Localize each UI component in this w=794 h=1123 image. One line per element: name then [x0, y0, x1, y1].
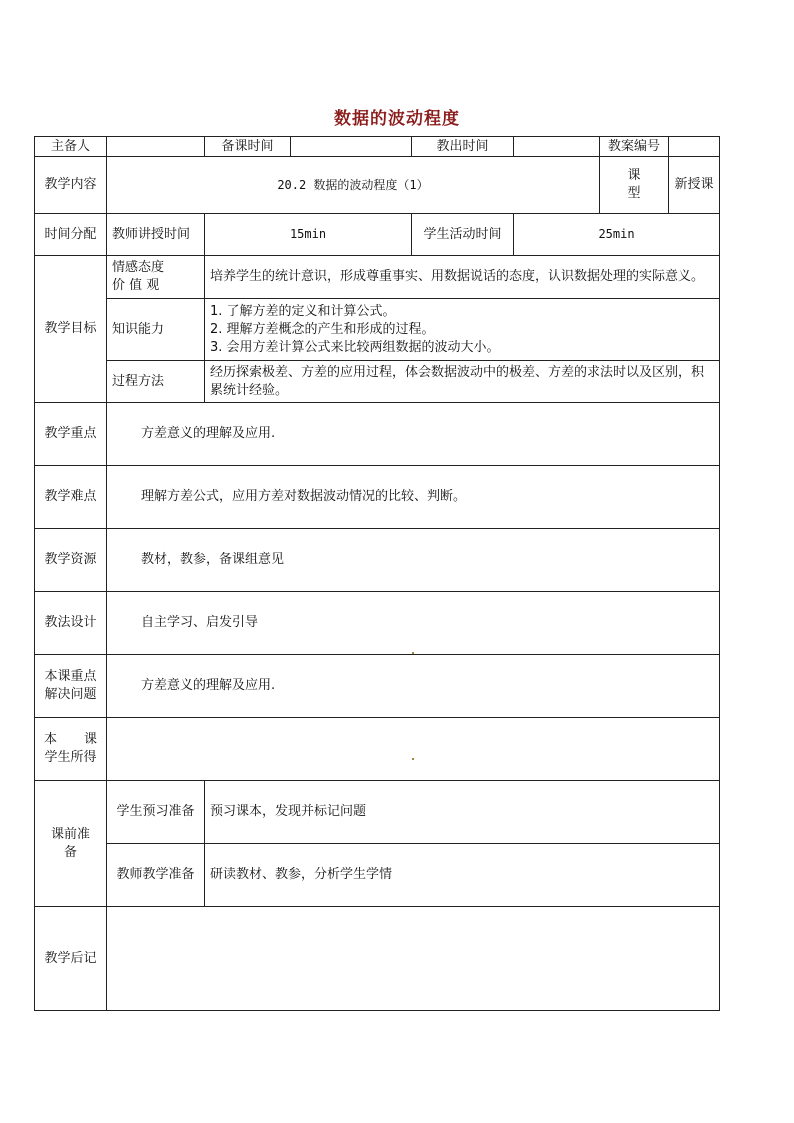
prep-time-label: 备课时间 — [205, 137, 291, 157]
process-value: 经历探索极差、方差的应用过程，体会数据波动中的极差、方差的求法时以及区别，积累统计经验。 — [205, 361, 720, 403]
resources-label: 教学资源 — [35, 529, 107, 592]
content-label: 教学内容 — [35, 157, 107, 214]
difficulties-label: 教学难点 — [35, 466, 107, 529]
gains-label — [35, 718, 107, 781]
teacher-time-value-text: 15min — [289, 227, 327, 241]
preparation-label-1: 课前准 — [50, 826, 90, 842]
gains-value[interactable] — [107, 718, 720, 781]
teach-time-label: 教出时间 — [412, 137, 514, 157]
reflection-row — [35, 907, 720, 1011]
method-row — [35, 592, 720, 655]
prep-time-value[interactable] — [291, 137, 412, 157]
student-time-value-text: 25min — [598, 227, 635, 241]
student-prep-value: 预习课本，发现并标记问题 — [205, 781, 720, 844]
solve-label-1: 本课重点 — [44, 669, 97, 684]
gains-label-b: 课 — [83, 732, 97, 747]
prep-teacher-row — [35, 844, 720, 907]
gains-label-top — [40, 731, 101, 749]
knowledge-item: 2. 理解方差概念的产生和形成的过程。 — [210, 321, 435, 337]
teacher-time-value — [205, 214, 412, 256]
solve-row — [35, 655, 720, 718]
knowledge-item: 3. 会用方差计算公式来比较两组数据的波动大小。 — [210, 339, 500, 355]
time-label: 时间分配 — [35, 214, 107, 256]
teach-time-value[interactable] — [514, 137, 600, 157]
gains-row — [35, 718, 720, 781]
preparer-value[interactable] — [107, 137, 205, 157]
key-points-row — [35, 403, 720, 466]
solve-label-2: 解决问题 — [44, 687, 97, 702]
objective-process-row — [35, 361, 720, 403]
prep-student-row — [35, 781, 720, 844]
time-row — [35, 214, 720, 256]
content-row — [35, 157, 720, 214]
objective-attitude-row — [35, 256, 720, 299]
gains-label-a: 本 — [44, 732, 58, 747]
lesson-type-label-1: 课 — [627, 168, 641, 183]
key-points-label: 教学重点 — [35, 403, 107, 466]
process-label: 过程方法 — [107, 361, 205, 403]
page-title: 数据的波动程度 — [334, 109, 460, 129]
teacher-prep-value: 研读教材、教参，分析学生学情 — [205, 844, 720, 907]
attitude-label-2: 价 值 观 — [112, 278, 160, 293]
plan-no-value[interactable] — [669, 137, 720, 157]
resources-row — [35, 529, 720, 592]
preparation-label-2: 备 — [63, 844, 77, 860]
teacher-prep-label: 教师教学准备 — [107, 844, 205, 907]
reflection-label: 教学后记 — [35, 907, 107, 1011]
key-points-value: 方差意义的理解及应用. — [107, 403, 720, 466]
content-value — [107, 157, 600, 214]
content-value-text: 20.2 数据的波动程度（1） — [277, 177, 429, 192]
difficulties-row — [35, 466, 720, 529]
preparation-label — [35, 781, 107, 907]
student-prep-label: 学生预习准备 — [107, 781, 205, 844]
objective-knowledge-row — [35, 299, 720, 361]
gains-label-2: 学生所得 — [44, 750, 97, 765]
lesson-type-label — [600, 157, 669, 214]
knowledge-list — [205, 299, 720, 361]
header-row — [35, 137, 720, 157]
difficulties-value: 理解方差公式，应用方差对数据波动情况的比较、判断。 — [107, 466, 720, 529]
knowledge-item: 1. 了解方差的定义和计算公式。 — [210, 303, 396, 319]
stray-dot — [412, 758, 414, 760]
attitude-label-1: 情感态度 — [112, 260, 165, 275]
method-value: 自主学习、启发引导 — [107, 592, 720, 655]
lesson-plan-table — [34, 136, 720, 1011]
student-time-value — [514, 214, 720, 256]
stray-dot — [412, 652, 414, 654]
method-label: 教法设计 — [35, 592, 107, 655]
resources-value: 教材，教参，备课组意见 — [107, 529, 720, 592]
knowledge-label: 知识能力 — [107, 299, 205, 361]
attitude-label — [107, 256, 205, 299]
reflection-value[interactable] — [107, 907, 720, 1011]
plan-no-label: 教案编号 — [600, 137, 669, 157]
solve-label — [35, 655, 107, 718]
lesson-type-label-2: 型 — [627, 186, 641, 201]
solve-value: 方差意义的理解及应用. — [107, 655, 720, 718]
attitude-value: 培养学生的统计意识，形成尊重事实、用数据说话的态度，认识数据处理的实际意义。 — [205, 256, 720, 299]
lesson-type-value: 新授课 — [669, 157, 720, 214]
student-time-label: 学生活动时间 — [412, 214, 514, 256]
preparer-label: 主备人 — [35, 137, 107, 157]
objectives-label: 教学目标 — [35, 256, 107, 403]
teacher-time-label: 教师讲授时间 — [107, 214, 205, 256]
